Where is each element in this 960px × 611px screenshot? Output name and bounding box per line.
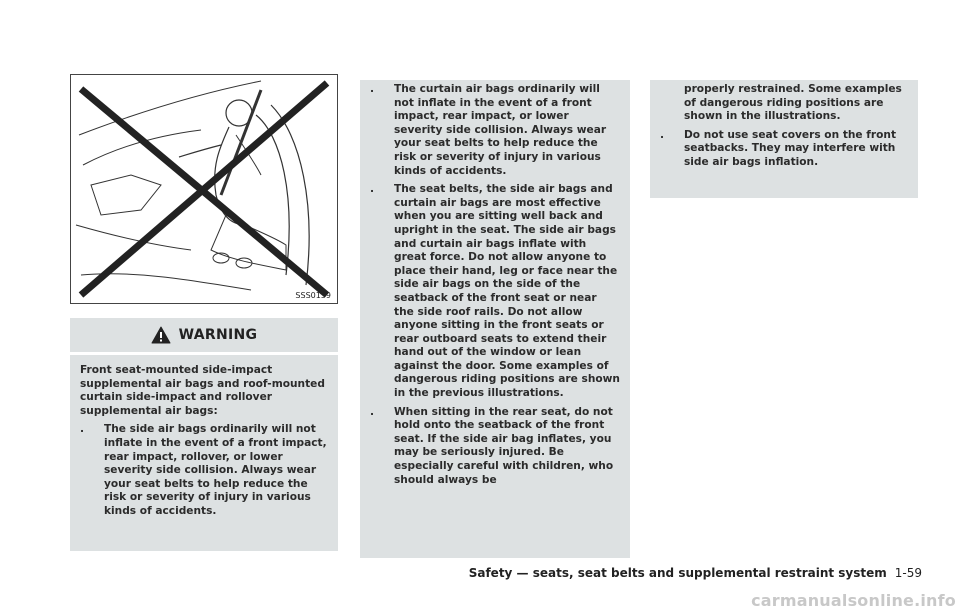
warning-triangle-icon — [151, 326, 171, 344]
bullet-text: When sitting in the rear seat, do not hold onto the seatback of the front seat. If the side air bag inflates, you may be seriously injured. Be especially careful with children, who should always be — [394, 405, 614, 486]
figure-label: SSS0159 — [295, 291, 331, 300]
warning-bullet-text: The side air bags ordinarily will not inflate in the event of a front impact, rear impact, rollover, or lower severity side collision. Always wear your seat belts to help reduce the risk or severity of injury in various kinds of accidents. — [104, 423, 327, 517]
warning-intro: Front seat-mounted side-impact supplemental air bags and roof-mounted curtain side-impact and rollover supplemental air bags: — [80, 364, 325, 417]
illustration-figure — [70, 74, 338, 304]
bullet-mark: . — [80, 423, 85, 436]
list-item — [660, 129, 908, 170]
warning-column-2 — [360, 80, 630, 558]
bullet-mark: . — [660, 128, 665, 141]
watermark: carmanualsonline.info — [751, 591, 956, 610]
bullet-mark: . — [370, 183, 375, 196]
list-item — [370, 83, 620, 178]
warning-column-3 — [650, 80, 918, 198]
bullet-mark: . — [370, 83, 375, 95]
warning-title: WARNING — [178, 327, 258, 343]
list-item — [370, 183, 620, 401]
bullet-mark: . — [370, 405, 375, 418]
warning-body — [70, 355, 338, 551]
page-number: 1-59 — [894, 566, 922, 580]
list-item — [370, 406, 620, 488]
crossed-out-illustration — [71, 75, 337, 303]
continuation-text: properly restrained. Some examples of dangerous riding positions are shown in the illustrations. — [684, 83, 902, 123]
bullet-text: The curtain air bags ordinarily will not inflate in the event of a front impact, rear impact, or lower severity side collision. Always wear your seat belts to help reduce the risk or severity of injury in various kinds of accidents. — [394, 83, 607, 177]
warning-header — [70, 318, 338, 352]
list-item — [80, 423, 328, 518]
bullet-text: Do not use seat covers on the front seatbacks. They may interfere with side air bags inflation. — [684, 128, 897, 168]
footer-section-title: Safety — seats, seat belts and supplemental restraint system — [468, 566, 887, 580]
page-footer — [469, 566, 922, 580]
bullet-text: The seat belts, the side air bags and curtain air bags are most effective when you are sitting well back and upright in the seat. The side air bags and curtain air bags inflate with great force. Do not allow anyone to place their hand, leg or face near the side air bags on the side of the seatback of the front seat or near the side roof rails. Do not allow anyone sitting in the front seats or rear outboard seats to extend their hand out of the window or lean against the door. Some examples of dangerous riding positions are shown in the previous illustrations. — [394, 183, 620, 400]
